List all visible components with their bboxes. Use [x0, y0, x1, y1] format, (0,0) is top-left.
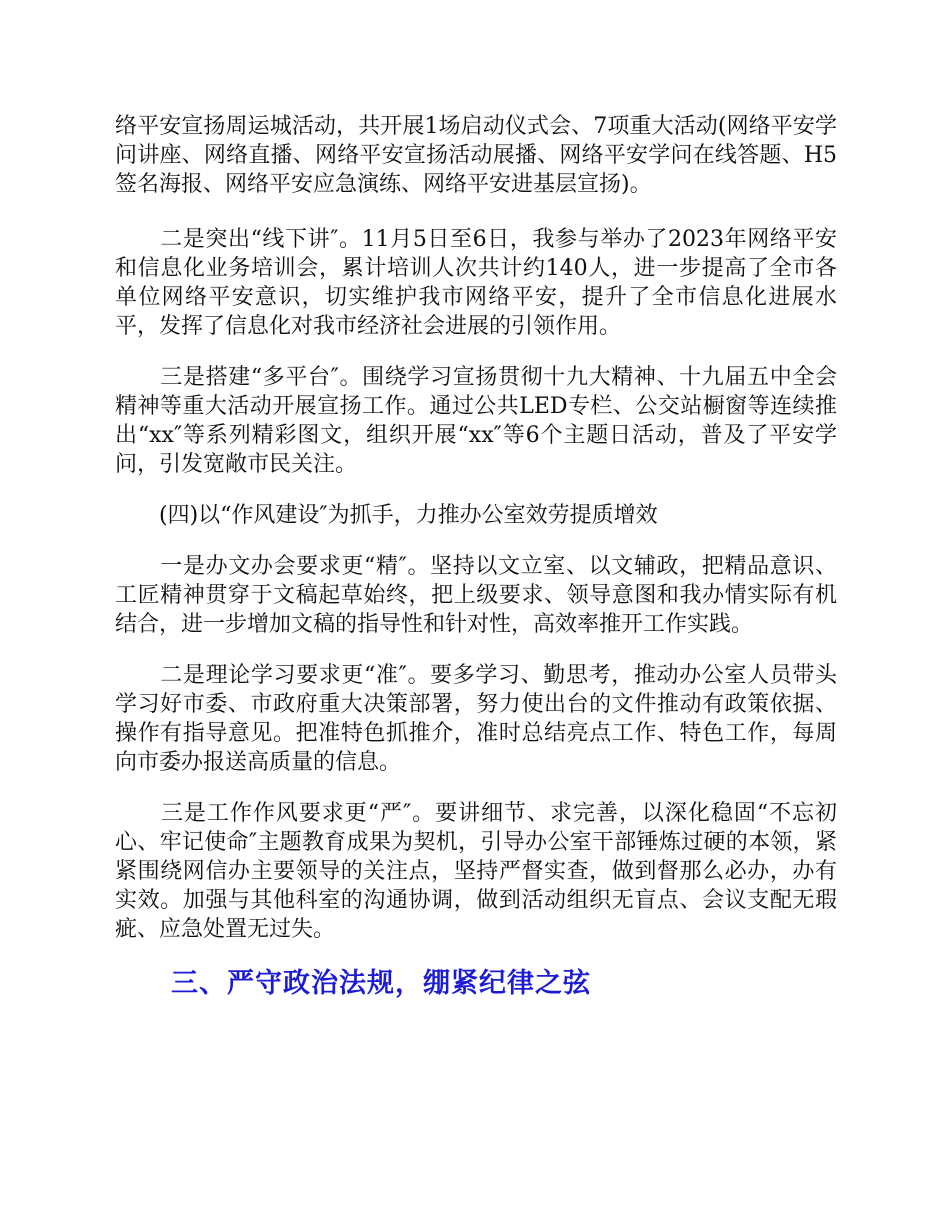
paragraph-document-meetings: 一是办文办会要求更“精″。坚持以文立室、以文辅政，把精品意识、工匠精神贯穿于文稿起草始终，把上级要求、领导意图和我办情实际有机结合，进一步增加文稿的指导性和针对性，高效率推开工作实践。	[115, 554, 837, 637]
document-body	[115, 112, 837, 1002]
paragraph-offline-training: 二是突出“线下讲″。11月5日至6日，我参与举办了2023年网络平安和信息化业务培训会，累计培训人次共计约140人，进一步提高了全市各单位网络平安意识，切实维护我市网络平安，提升了全市信息化进展水平，发挥了信息化对我市经济社会进展的引领作用。	[115, 227, 837, 339]
paragraph-multi-platform: 三是搭建“多平台″。围绕学习宣扬贯彻十九大精神、十九届五中全会精神等重大活动开展宣扬工作。通过公共LED专栏、公交站橱窗等连续推出“xx″等系列精彩图文，组织开展“xx″等6个主题日活动，普及了平安学问，引发宽敞市民关注。	[115, 365, 837, 477]
paragraph-theory-study: 二是理论学习要求更“准″。要多学习、勤思考，推动办公室人员带头学习好市委、市政府重大决策部署，努力使出台的文件推动有政策依据、操作有指导意见。把准特色抓推介，准时总结亮点工作、特色工作，每周向市委办报送高质量的信息。	[115, 663, 837, 775]
section-heading: 三、严守政治法规，绷紧纪律之弦	[171, 968, 591, 999]
paragraph-activities-list: 络平安宣扬周运城活动，共开展1场启动仪式会、7项重大活动(网络平安学问讲座、网络直播、网络平安宣扬活动展播、网络平安学问在线答题、H5签名海报、网络平安应急演练、网络平安进基层宣扬)。	[115, 114, 837, 197]
paragraph-work-style: 三是工作作风要求更“严″。要讲细节、求完善，以深化稳固“不忘初心、牢记使命″主题教育成果为契机，引导办公室干部锤炼过硬的本领，紧紧围绕网信办主要领导的关注点，坚持严督实查，做到督那么必办，办有实效。加强与其他科室的沟通协调，做到活动组织无盲点、会议支配无瑕疵、应急处置无过失。	[115, 801, 837, 942]
paragraph-subsection-title: (四)以“作风建设″为抓手，力推办公室效劳提质增效	[115, 503, 658, 528]
